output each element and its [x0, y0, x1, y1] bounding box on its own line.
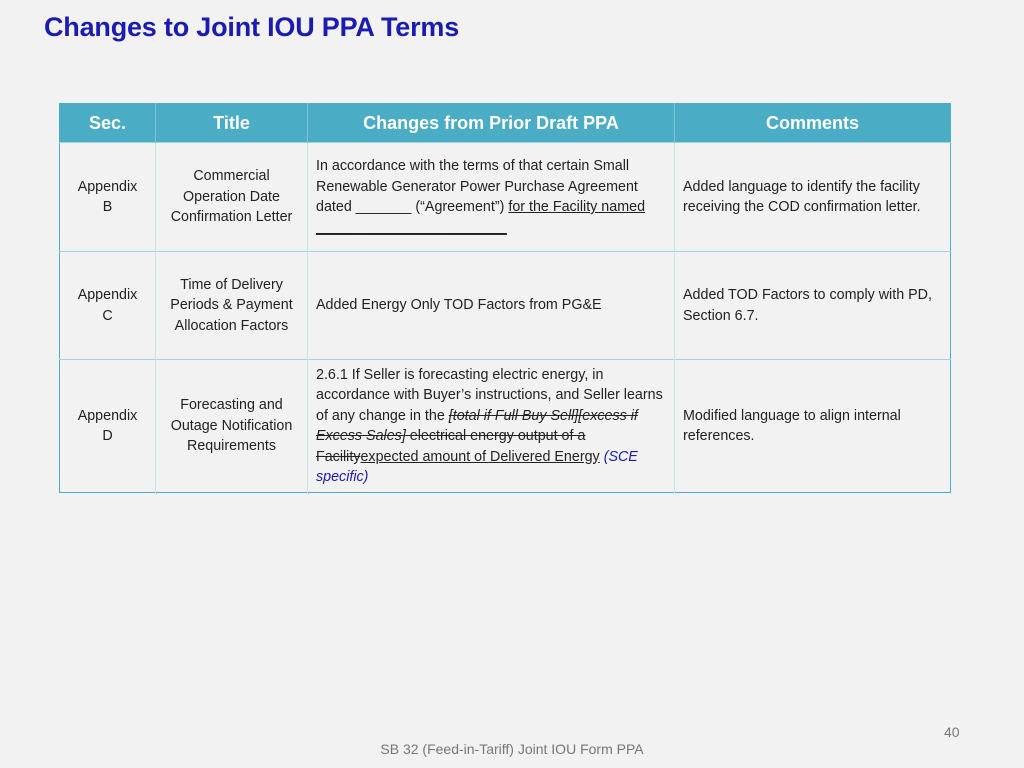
slide-title: Changes to Joint IOU PPA Terms: [44, 12, 460, 42]
comment-cell: Added TOD Factors to comply with PD, Section 6.7.: [675, 252, 951, 360]
changes-table: [59, 103, 951, 493]
table-row: [60, 252, 951, 360]
sec-label: Appendix: [77, 178, 138, 195]
change-deleted-italic-text: [total if Full Buy Sell][excess if Excess Sales]: [316, 407, 638, 444]
comment-cell: Added language to identify the facility receiving the COD confirmation letter.: [675, 143, 951, 252]
change-deleted-text: electrical energy output of a Facility: [316, 428, 586, 465]
sec-letter: B: [102, 199, 113, 215]
sec-cell: [60, 252, 156, 360]
header-comments: Comments: [675, 104, 951, 143]
changes-cell: [308, 143, 675, 252]
change-added-text: expected amount of Delivered Energy: [360, 448, 600, 465]
title-cell: Time of Delivery Periods & Payment Allocation Factors: [156, 252, 308, 360]
footer-text: SB 32 (Feed-in-Tariff) Joint IOU Form PPA: [380, 741, 644, 757]
change-text: 2.6.1 If Seller is forecasting electric energy, in accordance with Buyer’s instructions, and Seller learns of any change in the: [316, 366, 663, 424]
change-added-text: for the Facility named ________________________: [316, 199, 646, 236]
sec-letter: D: [102, 428, 113, 444]
sec-label: Appendix: [77, 287, 138, 303]
table-header-row: [60, 104, 951, 143]
change-note: (SCE specific): [316, 448, 638, 485]
sec-letter: C: [102, 307, 113, 324]
sec-label: Appendix: [77, 407, 138, 424]
table-row: [60, 360, 951, 493]
changes-cell: [308, 360, 675, 493]
change-text: In accordance with the terms of that certain Small Renewable Generator Power Purchase Agreement dated _______ (“Agreement”): [316, 158, 638, 215]
comment-cell: Modified language to align internal references.: [675, 360, 951, 493]
table-row: [60, 143, 951, 252]
header-changes: Changes from Prior Draft PPA: [308, 104, 675, 143]
sec-cell: [60, 143, 156, 252]
title-cell: Forecasting and Outage Notification Requirements: [156, 360, 308, 493]
changes-cell: Added Energy Only TOD Factors from PG&E: [308, 252, 675, 360]
page-number: 40: [944, 724, 960, 740]
title-cell: Commercial Operation Date Confirmation Letter: [156, 143, 308, 252]
header-sec: Sec.: [60, 104, 156, 143]
sec-cell: [60, 360, 156, 493]
header-title: Title: [156, 104, 308, 143]
